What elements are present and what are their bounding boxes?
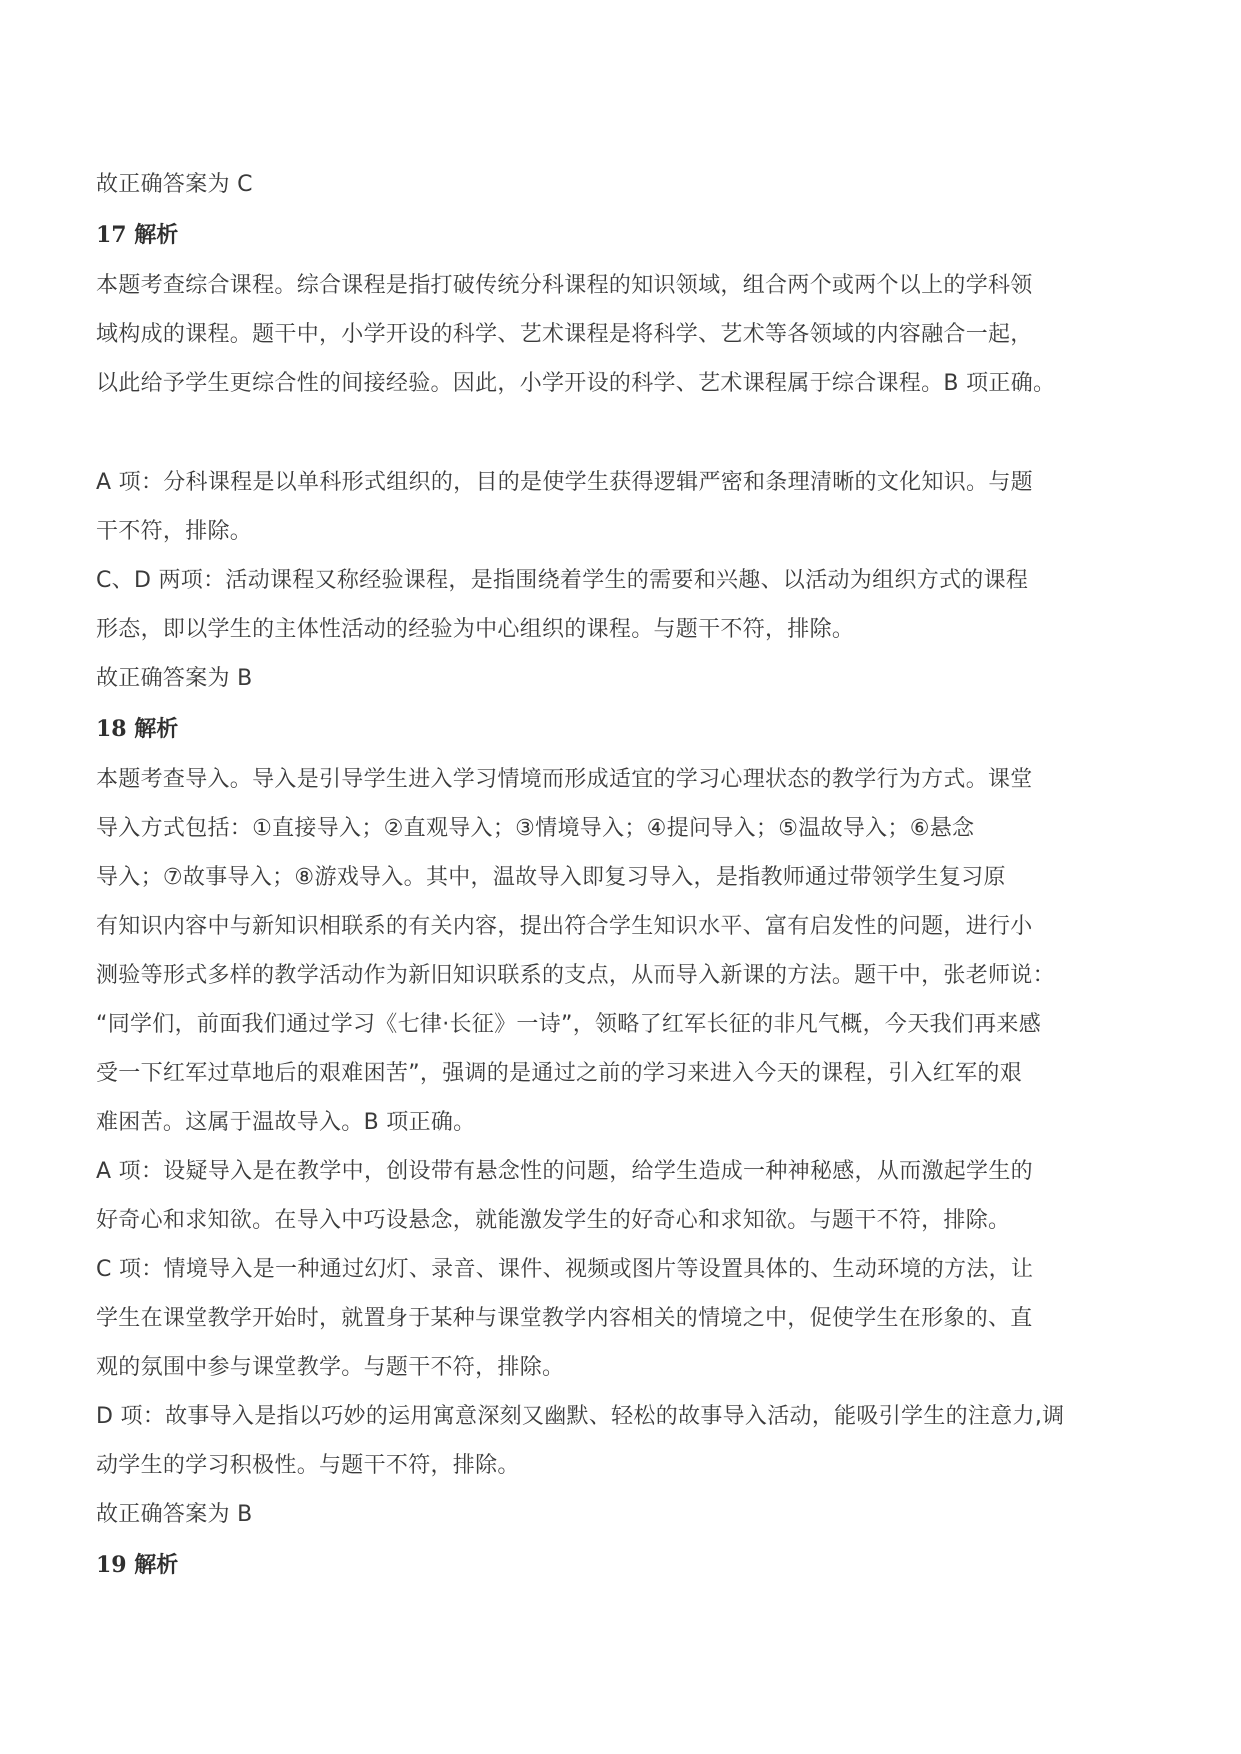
document-body (96, 160, 1176, 1591)
text-line: 测验等形式多样的教学活动作为新旧知识联系的支点，从而导入新课的方法。题干中，张老师说： (96, 963, 1055, 988)
paragraph (96, 1392, 1176, 1490)
text-line: D 项：故事导入是指以巧妙的运用寓意深刻又幽默、轻松的故事导入活动，能吸引学生的注意力,调 (96, 1404, 1065, 1429)
text-line: 观的氛围中参与课堂教学。与题干不符，排除。 (96, 1355, 565, 1380)
answer-line (96, 160, 1176, 209)
text-line: 受一下红军过草地后的艰难困苦”，强调的是通过之前的学习来进入今天的课程，引入红军的艰 (96, 1061, 1023, 1086)
text-line: A 项：设疑导入是在教学中，创设带有悬念性的问题，给学生造成一种神秘感，从而激起学生的 (96, 1159, 1033, 1184)
text-line: 本题考查导入。导入是引导学生进入学习情境而形成适宜的学习心理状态的教学行为方式。课堂 (96, 767, 1033, 792)
text-line: “同学们，前面我们通过学习《七律·长征》一诗”，领略了红军长征的非凡气概，今天我们再来感 (96, 1012, 1041, 1037)
text-line: 学生在课堂教学开始时，就置身于某种与课堂教学内容相关的情境之中，促使学生在形象的、直 (96, 1306, 1033, 1331)
text-line: 好奇心和求知欲。在导入中巧设悬念，就能激发学生的好奇心和求知欲。与题干不符，排除。 (96, 1208, 1011, 1233)
text-line: C、D 两项：活动课程又称经验课程，是指围绕着学生的需要和兴趣、以活动为组织方式的课程 (96, 568, 1029, 593)
paragraph (96, 261, 1176, 408)
text-line: C 项：情境导入是一种通过幻灯、录音、课件、视频或图片等设置具体的、生动环境的方法，让 (96, 1257, 1034, 1282)
paragraph-gap (96, 408, 1176, 458)
paragraph (96, 458, 1176, 556)
paragraph (96, 556, 1176, 654)
text-line: 域构成的课程。题干中，小学开设的科学、艺术课程是将科学、艺术等各领域的内容融合一起， (96, 322, 1033, 347)
paragraph (96, 755, 1176, 1147)
text-line: 故正确答案为 C (96, 172, 253, 197)
section-heading: 18 解析 (96, 716, 179, 742)
section-heading: 17 解析 (96, 222, 179, 248)
text-line: 形态，即以学生的主体性活动的经验为中心组织的课程。与题干不符，排除。 (96, 617, 855, 642)
text-line: 有知识内容中与新知识相联系的有关内容，提出符合学生知识水平、富有启发性的问题，进行小 (96, 914, 1033, 939)
text-line: 动学生的学习积极性。与题干不符，排除。 (96, 1453, 520, 1478)
text-line: 故正确答案为 B (96, 666, 253, 691)
answer-line (96, 1490, 1176, 1539)
paragraph (96, 1147, 1176, 1245)
text-line: A 项：分科课程是以单科形式组织的，目的是使学生获得逻辑严密和条理清晰的文化知识。与题 (96, 470, 1033, 495)
text-line: 故正确答案为 B (96, 1502, 253, 1527)
text-line: 以此给予学生更综合性的间接经验。因此，小学开设的科学、艺术课程属于综合课程。B 项正确。 (96, 371, 1056, 396)
paragraph (96, 1245, 1176, 1392)
text-line: 本题考查综合课程。综合课程是指打破传统分科课程的知识领域，组合两个或两个以上的学科领 (96, 273, 1033, 298)
text-line: 导入方式包括：①直接导入；②直观导入；③情境导入；④提问导入；⑤温故导入；⑥悬念 (96, 816, 975, 841)
answer-line (96, 654, 1176, 703)
text-line: 干不符，排除。 (96, 519, 253, 544)
text-line: 导入；⑦故事导入；⑧游戏导入。其中，温故导入即复习导入，是指教师通过带领学生复习原 (96, 865, 1006, 890)
text-line: 难困苦。这属于温故导入。B 项正确。 (96, 1110, 476, 1135)
section-heading: 19 解析 (96, 1552, 179, 1578)
